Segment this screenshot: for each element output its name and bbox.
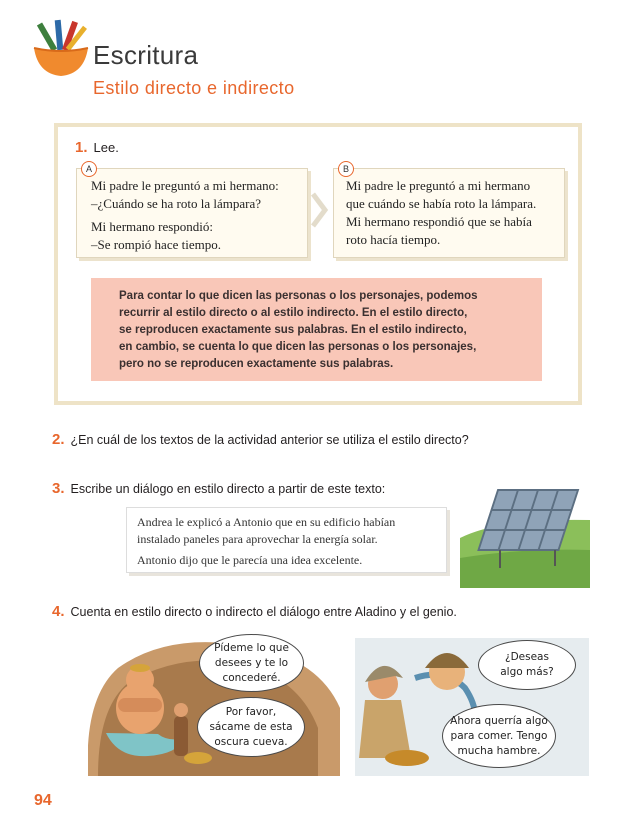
speech-bubble [197,697,305,757]
source-text-box [126,507,447,573]
definition-line: en cambio, se cuenta lo que dicen las personas o los personajes, [119,341,477,353]
definition-box [91,278,542,381]
chevron-right-icon [311,192,329,228]
text-line: Mi padre le preguntó a mi hermano [346,178,531,193]
definition-line: Para contar lo que dicen las personas o los personajes, podemos [119,290,478,302]
text-line: instalado paneles para aprovechar la energía solar. [137,532,378,546]
activity-1-instruction [75,139,119,156]
bubble-line: concederé. [222,671,281,684]
activity-number: 1. [75,139,88,156]
bubble-line: ¿Deseas [505,651,549,663]
text-line: Andrea le explicó a Antonio que en su edificio habían [137,515,396,529]
bubble-line: algo más? [500,666,554,678]
text-line: Mi hermano respondió: [91,219,214,234]
speech-bubble [478,640,576,690]
text-line: –¿Cuándo se ha roto la lámpara? [91,196,262,211]
badge-a: A [81,161,97,177]
text-line: Mi hermano respondió que se había [346,214,532,229]
bubble-line: Ahora querría algo [450,714,548,727]
bubble-line: Pídeme lo que [214,641,289,654]
text-b-box [333,168,565,258]
question-4 [52,603,457,620]
question-text: ¿En cuál de los textos de la actividad anterior se utiliza el estilo directo? [70,433,469,447]
question-3 [52,480,385,497]
definition-line: pero no se reproducen exactamente sus palabras. [119,358,394,370]
text-line: Antonio dijo que le parecía una idea excelente. [137,553,363,567]
question-text: Cuenta en estilo directo o indirecto el diálogo entre Aladino y el genio. [70,605,457,619]
speech-bubble [442,704,556,768]
question-2 [52,431,469,448]
pencil-cup-icon [30,18,92,78]
bubble-line: para comer. Tengo [450,729,548,742]
question-number: 2. [52,431,65,448]
badge-b: B [338,161,354,177]
text-line: roto hacía tiempo. [346,232,441,247]
instruction-text: Lee. [93,140,119,155]
question-number: 4. [52,603,65,620]
bubble-line: desees y te lo [214,656,289,669]
speech-bubble [199,634,304,692]
text-line: Mi padre le preguntó a mi hermano: [91,178,279,193]
solar-panels-illustration [460,478,590,588]
text-a-box [76,168,308,258]
definition-line: recurrir al estilo directo o al estilo indirecto. En el estilo directo, [119,307,468,319]
bubble-line: oscura cueva. [214,735,288,748]
question-number: 3. [52,480,65,497]
bubble-line: Por favor, [225,705,277,718]
bubble-line: sácame de esta [209,720,293,733]
bubble-line: mucha hambre. [457,744,541,757]
question-text: Escribe un diálogo en estilo directo a partir de este texto: [70,482,386,496]
text-line: –Se rompió hace tiempo. [91,237,221,252]
definition-line: se reproducen exactamente sus palabras. En el estilo indirecto, [119,324,467,336]
text-line: que cuándo se había roto la lámpara. [346,196,537,211]
page-number: 94 [34,792,52,809]
section-title: Escritura [93,40,199,70]
section-subtitle: Estilo directo e indirecto [93,78,295,98]
